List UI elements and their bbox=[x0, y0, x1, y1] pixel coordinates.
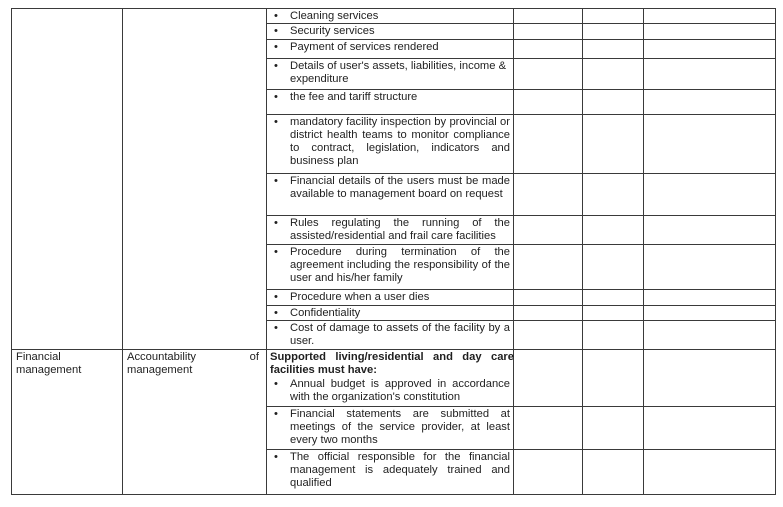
bullet-icon: • bbox=[274, 322, 278, 334]
column-divider-score-1 bbox=[582, 8, 583, 495]
table-row bbox=[266, 24, 513, 38]
table-border-left bbox=[11, 8, 12, 495]
column-divider-area bbox=[122, 8, 123, 495]
bullet-icon: • bbox=[274, 116, 278, 128]
bullet-icon: • bbox=[274, 60, 278, 72]
criterion-text: Annual budget is approved in accordance with the organization's constitution bbox=[290, 378, 510, 403]
table-row bbox=[266, 245, 513, 285]
table-row bbox=[266, 216, 513, 243]
criterion-text: Payment of services rendered bbox=[290, 41, 439, 53]
table-row bbox=[266, 450, 513, 490]
standards-table bbox=[11, 8, 776, 495]
table-border-right bbox=[775, 8, 776, 495]
criterion-text: Financial details of the users must be made available to management board on request bbox=[290, 175, 510, 200]
column-divider-criteria bbox=[513, 8, 514, 495]
bullet-icon: • bbox=[274, 175, 278, 187]
criterion-text: Security services bbox=[290, 25, 375, 37]
bullet-icon: • bbox=[274, 307, 278, 319]
criterion-text: Cost of damage to assets of the facility by a user. bbox=[290, 322, 510, 347]
table-row bbox=[266, 290, 513, 304]
bullet-icon: • bbox=[274, 91, 278, 103]
table-row bbox=[266, 59, 513, 86]
table-border-bottom bbox=[11, 494, 776, 495]
bullet-icon: • bbox=[274, 41, 278, 53]
criterion-text: Rules regulating the running of the assisted/residential and frail care facilities bbox=[290, 217, 510, 242]
criterion-text: Confidentiality bbox=[290, 307, 361, 319]
criterion-text: the fee and tariff structure bbox=[290, 91, 418, 103]
table-row bbox=[266, 9, 513, 23]
criterion-text: Procedure when a user dies bbox=[290, 291, 430, 303]
bullet-icon: • bbox=[274, 291, 278, 303]
table-row bbox=[266, 90, 513, 104]
sub-area-word-1: Accountability bbox=[127, 351, 197, 363]
table-row bbox=[266, 40, 513, 54]
criterion-text: Cleaning services bbox=[290, 10, 379, 22]
bullet-icon: • bbox=[274, 408, 278, 420]
table-row bbox=[266, 321, 513, 348]
bullet-icon: • bbox=[274, 246, 278, 258]
sub-area-line-2: management bbox=[127, 364, 193, 376]
bullet-icon: • bbox=[274, 25, 278, 37]
sub-area-label bbox=[127, 350, 265, 377]
table-row bbox=[266, 306, 513, 320]
criterion-text: mandatory facility inspection by provincial or district health teams to monitor compliance to contract, legislation, indicators and business plan bbox=[290, 116, 510, 167]
criterion-text: Financial statements are submitted at meetings of the service provider, at least every two months bbox=[290, 408, 510, 446]
criterion-text: The official responsible for the financial management is adequately trained and qualified bbox=[290, 451, 510, 489]
table-row bbox=[266, 115, 513, 168]
column-divider-score-2 bbox=[643, 8, 644, 495]
sub-area-word-2: of bbox=[249, 351, 259, 363]
bullet-icon: • bbox=[274, 10, 278, 22]
criterion-text: Procedure during termination of the agreement including the responsibility of the user and his/her family bbox=[290, 246, 510, 284]
area-label: Financial management bbox=[16, 351, 82, 376]
bullet-icon: • bbox=[274, 217, 278, 229]
section-heading: Supported living/residential and day care facilities must have: bbox=[270, 351, 514, 376]
bullet-icon: • bbox=[274, 451, 278, 463]
table-row bbox=[266, 174, 513, 201]
criterion-text: Details of user's assets, liabilities, income & expenditure bbox=[290, 60, 507, 85]
table-row bbox=[266, 377, 513, 404]
table-row bbox=[266, 407, 513, 447]
bullet-icon: • bbox=[274, 378, 278, 390]
